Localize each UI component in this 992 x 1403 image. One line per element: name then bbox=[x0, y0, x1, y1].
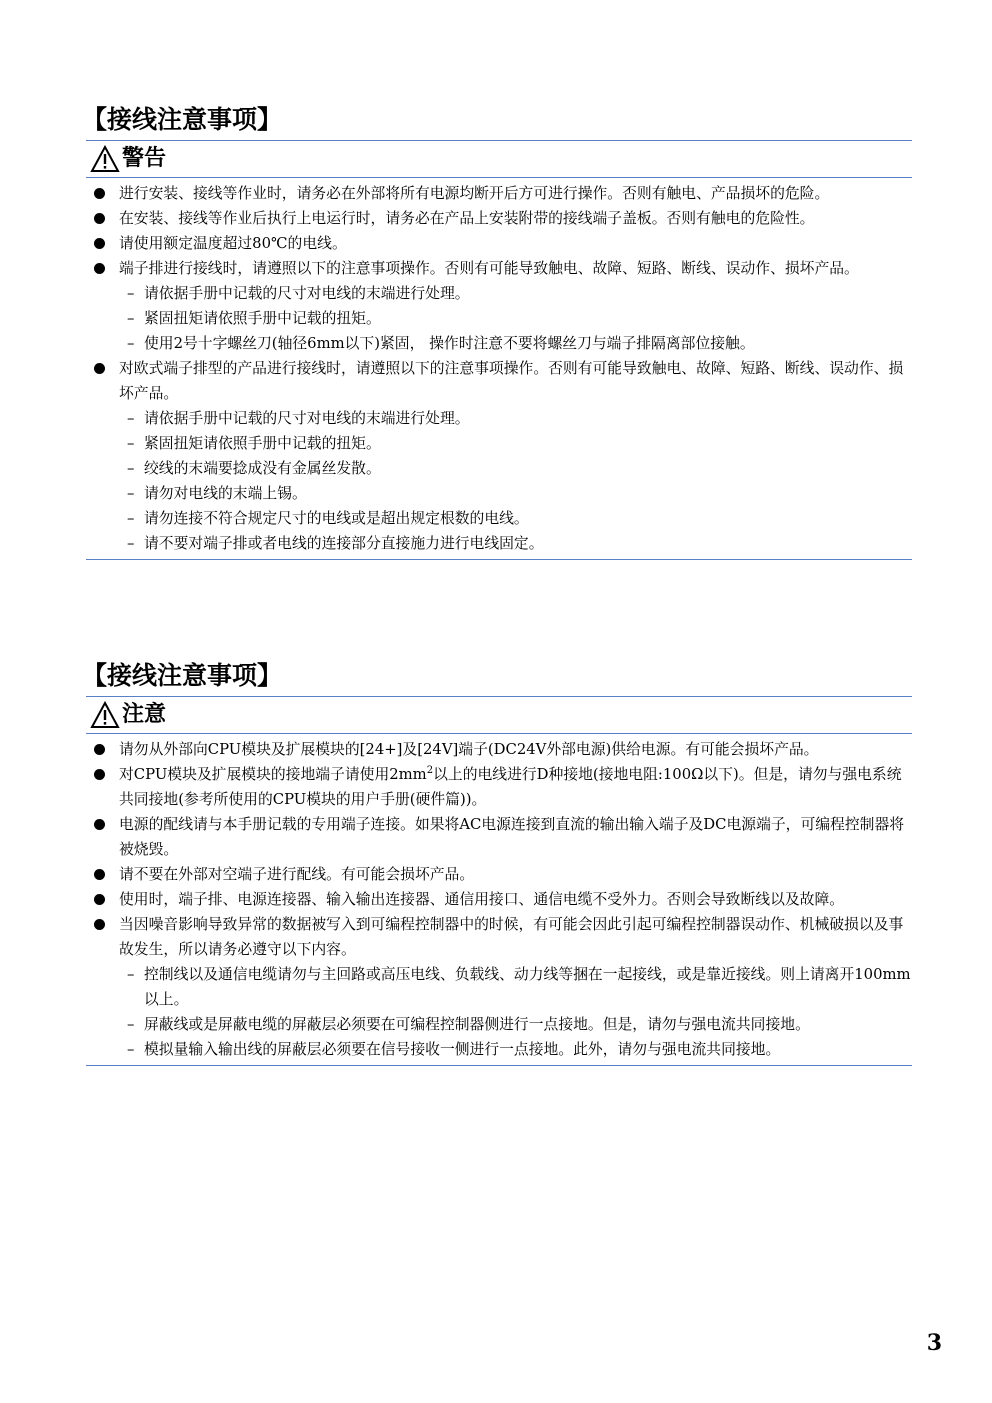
dash-icon: – bbox=[127, 535, 135, 552]
dash-icon: – bbox=[127, 335, 135, 352]
caution-triangle-icon bbox=[90, 701, 120, 729]
dash-icon: – bbox=[127, 510, 135, 527]
sub-item: – 绞线的末端要捻成没有金属丝发散。 bbox=[86, 456, 912, 481]
caution-label: 注意 bbox=[122, 702, 167, 727]
sub-item: – 紧固扭矩请依照手册中记载的扭矩。 bbox=[86, 431, 912, 456]
wiring-warning-section bbox=[82, 105, 912, 560]
list-item: 进行安装、接线等作业时，请务必在外部将所有电源均断开后方可进行操作。否则有触电、产品损坏的危险。 bbox=[86, 181, 912, 206]
sub-item: – 使用2号十字螺丝刀(轴径6mm以下)紧固， 操作时注意不要将螺丝刀与端子排隔离部位接触。 bbox=[86, 331, 912, 356]
list-item: 电源的配线请与本手册记载的专用端子连接。如果将AC电源连接到直流的输出输入端子及DC电源端子，可编程控制器将被烧毁。 bbox=[86, 812, 912, 862]
list-item: 请勿从外部向CPU模块及扩展模块的[24+]及[24V]端子(DC24V外部电源)供给电源。有可能会损坏产品。 bbox=[86, 737, 912, 762]
dash-icon: – bbox=[127, 410, 135, 427]
dash-icon: – bbox=[127, 460, 135, 477]
divider bbox=[86, 559, 912, 560]
bullet-icon bbox=[94, 869, 105, 880]
sub-item: – 请依据手册中记载的尺寸对电线的末端进行处理。 bbox=[86, 281, 912, 306]
dash-icon: – bbox=[127, 1016, 135, 1033]
page-number: 3 bbox=[926, 1330, 942, 1356]
sub-item: – 请勿对电线的末端上锡。 bbox=[86, 481, 912, 506]
list-item: 请使用额定温度超过80℃的电线。 bbox=[86, 231, 912, 256]
sub-item: – 紧固扭矩请依照手册中记载的扭矩。 bbox=[86, 306, 912, 331]
bullet-icon bbox=[94, 819, 105, 830]
list-item: 在安装、接线等作业后执行上电运行时，请务必在产品上安装附带的接线端子盖板。否则有触电的危险性。 bbox=[86, 206, 912, 231]
sub-item: – 请依据手册中记载的尺寸对电线的末端进行处理。 bbox=[86, 406, 912, 431]
dash-icon: – bbox=[127, 310, 135, 327]
dash-icon: – bbox=[127, 966, 135, 983]
list-item: 端子排进行接线时，请遵照以下的注意事项操作。否则有可能导致触电、故障、短路、断线、误动作、损坏产品。 bbox=[86, 256, 912, 281]
sub-item: – 请不要对端子排或者电线的连接部分直接施力进行电线固定。 bbox=[86, 531, 912, 556]
divider bbox=[86, 177, 912, 178]
warning-triangle-icon bbox=[90, 145, 120, 173]
dash-icon: – bbox=[127, 285, 135, 302]
bullet-icon bbox=[94, 894, 105, 905]
caution-list bbox=[86, 737, 912, 1062]
bullet-icon bbox=[94, 263, 105, 274]
dash-icon: – bbox=[127, 485, 135, 502]
sub-item: – 请勿连接不符合规定尺寸的电线或是超出规定根数的电线。 bbox=[86, 506, 912, 531]
warning-heading bbox=[86, 141, 912, 177]
list-item: 请不要在外部对空端子进行配线。有可能会损坏产品。 bbox=[86, 862, 912, 887]
warning-label: 警告 bbox=[122, 146, 167, 171]
caution-heading bbox=[86, 697, 912, 733]
bullet-icon bbox=[94, 744, 105, 755]
dash-icon: – bbox=[127, 1041, 135, 1058]
list-item: 当因噪音影响导致异常的数据被写入到可编程控制器中的时候，有可能会因此引起可编程控制器误动作、机械破损以及事故发生，所以请务必遵守以下内容。 bbox=[86, 912, 912, 962]
wiring-caution-section bbox=[82, 661, 912, 1066]
section-title: 【接线注意事项】 bbox=[82, 661, 283, 690]
bullet-icon bbox=[94, 769, 105, 780]
warning-list bbox=[86, 181, 912, 556]
list-item: 使用时，端子排、电源连接器、输入输出连接器、通信用接口、通信电缆不受外力。否则会导致断线以及故障。 bbox=[86, 887, 912, 912]
bullet-icon bbox=[94, 363, 105, 374]
bullet-icon bbox=[94, 188, 105, 199]
dash-icon: – bbox=[127, 435, 135, 452]
sub-item: – 屏蔽线或是屏蔽电缆的屏蔽层必须要在可编程控制器侧进行一点接地。但是，请勿与强电流共同接地。 bbox=[86, 1012, 912, 1037]
bullet-icon bbox=[94, 238, 105, 249]
sub-item: – 控制线以及通信电缆请勿与主回路或高压电线、负载线、动力线等捆在一起接线，或是靠近接线。则上请离开100mm以上。 bbox=[86, 962, 912, 1012]
section-title: 【接线注意事项】 bbox=[82, 105, 283, 134]
list-item: 对欧式端子排型的产品进行接线时，请遵照以下的注意事项操作。否则有可能导致触电、故障、短路、断线、误动作、损坏产品。 bbox=[86, 356, 912, 406]
sub-item: – 模拟量输入输出线的屏蔽层必须要在信号接收一侧进行一点接地。此外，请勿与强电流共同接地。 bbox=[86, 1037, 912, 1062]
divider bbox=[86, 1065, 912, 1066]
bullet-icon bbox=[94, 213, 105, 224]
bullet-icon bbox=[94, 919, 105, 930]
divider bbox=[86, 733, 912, 734]
list-item: 对CPU模块及扩展模块的接地端子请使用$2mm^2$以上的电线进行D种接地(接地电阻:100Ω以下)。但是，请勿与强电系统共同接地(参考所使用的CPU模块的用户手册(硬件篇))。 bbox=[86, 762, 912, 812]
